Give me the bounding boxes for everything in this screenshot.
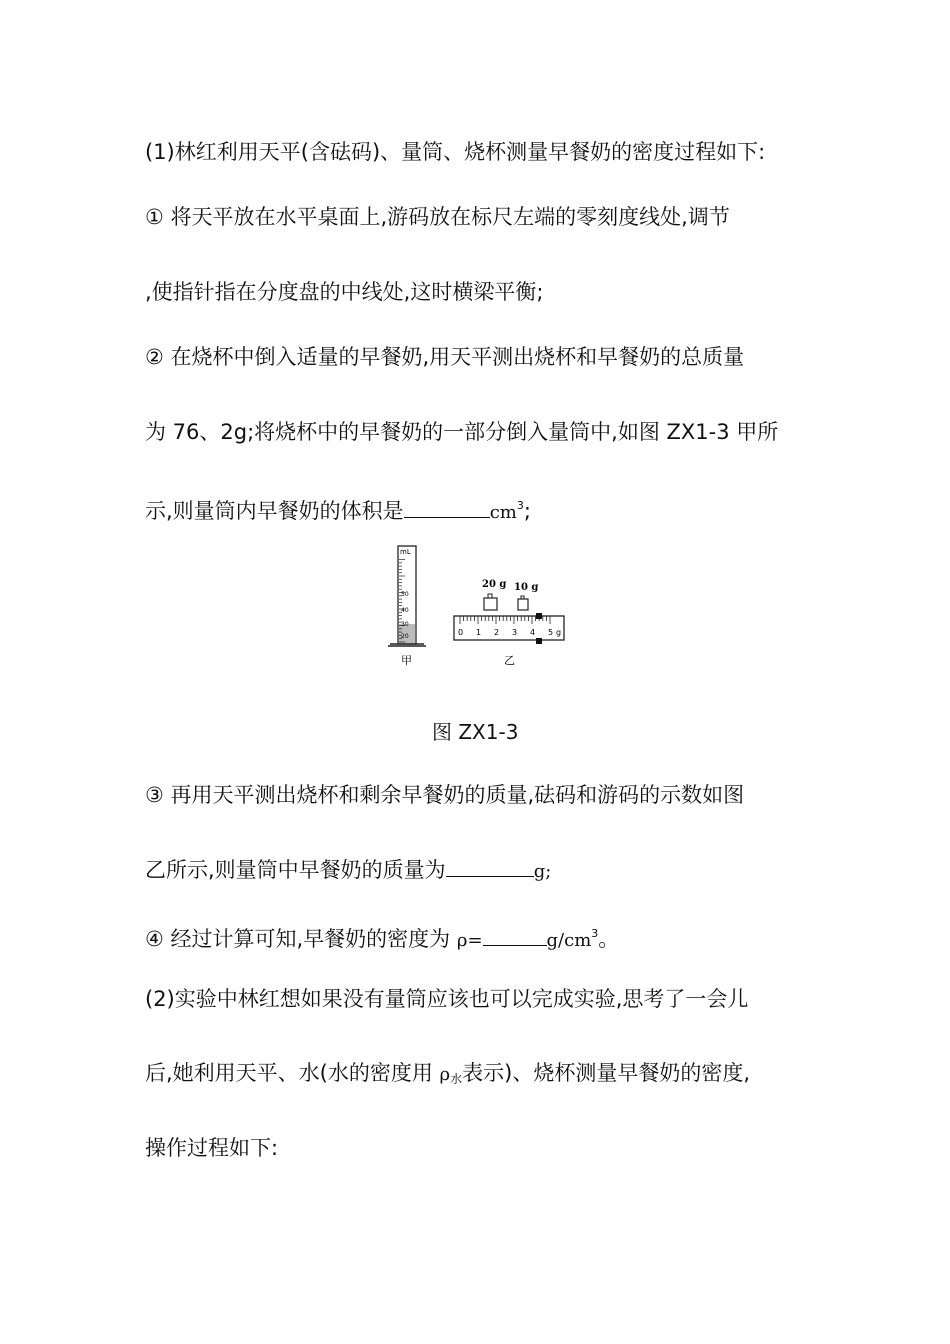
density-symbol: ρ= (456, 930, 483, 951)
scale-tick-label: 3 (512, 628, 518, 637)
density-answer-blank[interactable] (483, 925, 547, 946)
scale-tick-label: 0 (458, 628, 464, 637)
density-end-punct: 。 (598, 927, 620, 951)
volume-question: 示,则量筒内早餐奶的体积是 (145, 499, 404, 523)
q1-step3-line2 (145, 856, 551, 886)
weight-20g (484, 598, 497, 610)
scale-tick-label: 1 (476, 628, 482, 637)
scale-tick-label: 4 (530, 628, 536, 637)
water-density-symbol: ρ (439, 1064, 451, 1085)
density-unit-exponent: 3 (591, 927, 599, 940)
weight-10g-label: 10 g (514, 582, 539, 593)
q1-step2-line1: ② 在烧杯中倒入适量的早餐奶,用天平测出烧杯和早餐奶的总质量 (145, 345, 745, 369)
rider-bottom (536, 638, 542, 644)
q1-step4 (145, 920, 619, 955)
rider-top (536, 613, 542, 619)
cylinder-label: 甲 (401, 654, 412, 667)
scale-tick-label: 2 (494, 628, 500, 637)
volume-unit-exponent: 3 (516, 499, 524, 512)
q1-step2-line2: 为 76、2g;将烧杯中的早餐奶的一部分倒入量筒中,如图 ZX1-3 甲所 (145, 420, 779, 444)
figure-zx1-3 (380, 538, 580, 670)
cylinder-unit-label: mL (400, 548, 411, 556)
balance-label: 乙 (504, 654, 515, 667)
q2-line1: (2)实验中林红想如果没有量筒应该也可以完成实验,思考了一会儿 (145, 987, 749, 1011)
water-density-subscript: 水 (450, 1072, 463, 1086)
volume-answer-blank[interactable] (404, 497, 490, 518)
balance-reading (454, 579, 564, 667)
q2-line2-start: 后,她利用天平、水(水的密度用 (145, 1061, 440, 1085)
weight-20g-label: 20 g (482, 579, 507, 590)
weight-10g (518, 599, 528, 610)
mass-answer-blank[interactable] (446, 856, 534, 877)
scale-tick-label: 5 (548, 628, 554, 637)
graduated-cylinder (388, 546, 426, 667)
q1-step1-line2: ,使指针指在分度盘的中线处,这时横梁平衡; (145, 280, 544, 304)
figure-caption: 图 ZX1-3 (432, 720, 519, 744)
density-question: ④ 经过计算可知,早餐奶的密度为 (145, 927, 457, 951)
q1-intro: (1)林红利用天平(含砝码)、量筒、烧杯测量早餐奶的密度过程如下: (145, 140, 766, 164)
cylinder-tick-label-30: 30 (401, 621, 409, 628)
density-unit: g/cm (546, 930, 592, 951)
mass-unit: g; (533, 861, 552, 882)
volume-end-punct: ; (523, 499, 531, 523)
q2-line2-end: 表示)、烧杯测量早餐奶的密度, (462, 1061, 751, 1085)
cylinder-tick-label-50: 50 (401, 591, 409, 598)
q1-step2-line3 (145, 492, 531, 527)
cylinder-tick-label-40: 40 (401, 607, 409, 614)
q2-line3: 操作过程如下: (145, 1136, 279, 1160)
volume-unit: cm (489, 502, 517, 523)
q1-step3-line1: ③ 再用天平测出烧杯和剩余早餐奶的质量,砝码和游码的示数如图 (145, 783, 745, 807)
scale-unit: g (556, 628, 562, 637)
cylinder-tick-label-20: 20 (401, 633, 409, 640)
q1-step1-line1: ① 将天平放在水平桌面上,游码放在标尺左端的零刻度线处,调节 (145, 205, 730, 229)
q2-line2 (145, 1059, 750, 1093)
mass-question: 乙所示,则量筒中早餐奶的质量为 (145, 858, 446, 882)
